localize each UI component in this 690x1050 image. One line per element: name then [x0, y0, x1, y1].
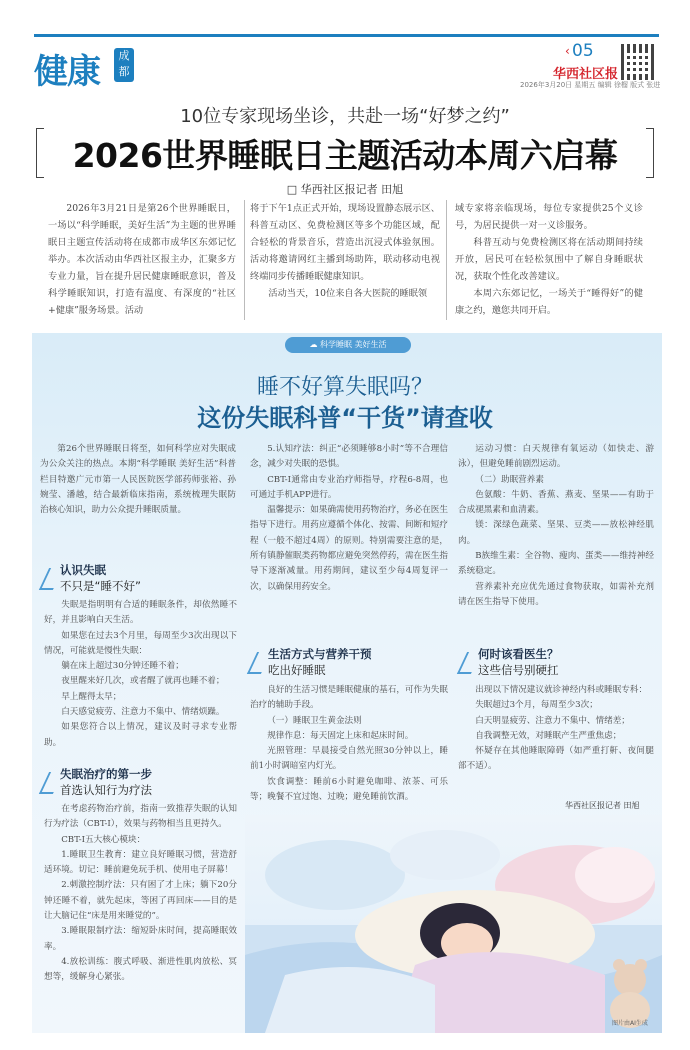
article-col-2 — [250, 200, 440, 302]
paragraph: 活动当天，10位来自各大医院的睡眠领 — [268, 288, 428, 299]
panel-intro — [40, 442, 236, 518]
subheading: 吃出好睡眠 — [268, 663, 326, 677]
paragraph: 光照管理：早晨接受自然光照30分钟以上，睡前1小时调暗室内灯光。 — [250, 746, 448, 772]
heading: 认识失眠 — [60, 563, 106, 577]
article-title: 2026世界睡眠日主题活动本周六启幕 — [72, 136, 618, 175]
paragraph: 早上醒得太早； — [61, 691, 122, 702]
subheading: 首选认知行为疗法 — [60, 783, 152, 797]
paragraph: 温馨提示：如果确需使用药物治疗，务必在医生指导下进行。用药应遵循个体化、按需、间断和短疗程（一般不超过4周）的原则。特别需要注意的是，所有镇静催眠类药物都应避免突然停药，需在医生指导下逐渐减量。用药期间，建议至少每4周复评一次，以确保用药安全。 — [250, 505, 448, 592]
page-number: 05 — [572, 41, 594, 61]
paragraph: 躺在床上超过30分钟还睡不着； — [61, 661, 184, 672]
dateline: 2026年3月20日 星期五 编辑 徐榴 版式 张进 — [520, 81, 661, 89]
panel-ribbon — [285, 337, 411, 353]
illustration-credit: 图片由AI生成 — [612, 1020, 648, 1027]
article-subtitle: 10位专家现场坐诊，共赴一场“好梦之约” — [180, 106, 510, 127]
subheading: 不只是“睡不好” — [60, 579, 141, 593]
paragraph: （一）睡眠卫生黄金法则 — [267, 715, 362, 726]
section-4-text — [458, 683, 654, 775]
paragraph: 2026年3月21日是第26个世界睡眠日，一场以“科学睡眠，美好生活”为主题的世界睡眠日主题宣传活动将在成都市成华区东郊记忆举办。本次活动由华西社区报主办，汇聚多方专业力量，旨在提升居民健康睡眠意识，普及科学睡眠知识，打造有温度、有深度的“社区+健康”服务场景。活动 — [48, 203, 236, 316]
byline-text: 华西社区报记者 田旭 — [300, 183, 404, 196]
paragraph: 如果您符合以上情况，建议及时寻求专业帮助。 — [44, 722, 237, 748]
paragraph: 良好的生活习惯是睡眠健康的基石，可作为失眠治疗的辅助手段。 — [250, 685, 448, 711]
section-1-text — [44, 598, 237, 751]
paragraph: 饮食调整：睡前6小时避免咖啡、浓茶、可乐等；晚餐不宜过饱、过晚；避免睡前饮酒。 — [250, 776, 448, 803]
page-header — [0, 0, 690, 95]
qr-code-icon — [621, 44, 657, 80]
paper-name: 华西社区报 — [553, 67, 619, 82]
section-2-text — [44, 802, 237, 986]
paragraph: 怀疑存在其他睡眠障碍（如严重打鼾、夜间腿部不适）。 — [458, 746, 654, 772]
paragraph: 运动习惯：白天规律有氧运动（如快走、游泳），但避免睡前剧烈运动。 — [458, 444, 654, 470]
heading: 生活方式与营养干预 — [268, 647, 372, 661]
paragraph: 自我调整无效，对睡眠产生严重焦虑； — [475, 730, 622, 741]
paragraph: 将于下午1点正式开始，现场设置静态展示区、科普互动区、免费检测区等多个功能区域，配合轻松的背景音乐，营造出沉浸式体验氛围。活动将邀请网红主播到场助阵，联动移动电视终端同步传播睡眠健康知识。 — [250, 203, 440, 282]
divider — [244, 200, 245, 320]
header-rule — [34, 34, 659, 37]
right-text — [458, 442, 654, 610]
paragraph: B族维生素：全谷物、瘦肉、蛋类——维持神经系统稳定。 — [458, 551, 654, 577]
sleeping-girl-illustration — [245, 815, 662, 1033]
divider — [446, 200, 447, 320]
paragraph: 域专家将亲临现场，每位专家提供25个义诊号，为居民提供一对一义诊服务。 — [455, 203, 643, 231]
heading: 失眠治疗的第一步 — [60, 767, 152, 781]
ribbon-text: 科学睡眠 美好生活 — [320, 340, 387, 349]
paragraph: 白天明显疲劳、注意力不集中、情绪差； — [475, 715, 630, 726]
paragraph: 如果您在过去3个月里，每周至少3次出现以下情况，可能就是慢性失眠： — [44, 630, 237, 656]
paragraph: 在考虑药物治疗前，指南一致推荐失眠的认知行为疗法（CBT-I），效果与药物相当且更持久。 — [44, 804, 237, 830]
paragraph: 失眠是指明明有合适的睡眠条件，却依然睡不好，并且影响白天生活。 — [44, 600, 237, 626]
paragraph: 失眠超过3个月，每周至少3次； — [475, 700, 598, 711]
section-heading-3 — [268, 646, 372, 678]
paragraph: 色氨酸：牛奶、香蕉、燕麦、坚果——有助于合成褪黑素和血清素。 — [458, 489, 654, 516]
paragraph: CBT-I通常由专业治疗师指导，疗程6-8周，也可通过手机APP进行。 — [250, 474, 448, 500]
arrow-icon: ‹ — [565, 44, 570, 58]
paragraph: 白天感觉疲劳、注意力不集中、情绪烦躁。 — [61, 707, 225, 718]
article-byline: □ 华西社区报记者 田旭 — [286, 183, 404, 196]
paragraph: 夜里醒来好几次，或者醒了就再也睡不着； — [61, 676, 225, 687]
paragraph: 第26个世界睡眠日将至，如何科学应对失眠成为公众关注的热点。本期“科学睡眠 美好生活”科普栏目特邀广元市第一人民医院医学部药师张裕、孙婉莹、潘越，结合最新临床指南，系统梳理失眠防治核心知识，助力公众提升睡眠质量。 — [40, 444, 236, 516]
paragraph: 3.睡眠限制疗法：缩短卧床时间，提高睡眠效率。 — [44, 926, 237, 952]
article-col-3 — [455, 200, 643, 319]
section-3-text — [250, 683, 448, 805]
section-badge: 成都 — [114, 48, 134, 82]
paragraph: 出现以下情况建议就诊神经内科或睡眠专科： — [475, 685, 648, 695]
paragraph: 5.认知疗法：纠正“必须睡够8小时”等不合理信念，减少对失眠的恐惧。 — [250, 444, 448, 470]
paragraph: 本周六东郊记忆，一场关于“睡得好”的健康之约，邀您共同开启。 — [455, 288, 643, 316]
panel-title: 睡不好算失眠吗？ — [256, 375, 433, 400]
paragraph: 2.刺激控制疗法：只有困了才上床；躺下20分钟还睡不着，就先起床，等困了再回床——目的是让大脑记住“床是用来睡觉的”。 — [44, 880, 237, 922]
illustration-svg — [245, 815, 662, 1033]
subheading: 这些信号别硬扛 — [478, 663, 559, 677]
heading: 何时该看医生？ — [478, 647, 559, 661]
panel-credit: 华西社区报记者 田旭 — [565, 801, 640, 810]
section-heading-2 — [60, 766, 152, 798]
section-heading-1 — [60, 562, 141, 594]
section-name: 健康 — [34, 52, 100, 92]
section-heading-4 — [478, 646, 559, 678]
paragraph: 1.睡眠卫生教育：建立良好睡眠习惯，营造舒适环境。切记：睡前避免玩手机、使用电子屏幕！ — [44, 849, 237, 876]
cloud-icon: ☁ — [309, 340, 320, 349]
paragraph: 镁：深绿色蔬菜、坚果、豆类——放松神经肌肉。 — [458, 520, 654, 546]
article-col-1 — [48, 200, 236, 319]
paragraph: 营养素补充应优先通过食物获取，如需补充剂请在医生指导下使用。 — [458, 581, 654, 607]
paragraph: 4.放松训练：腹式呼吸、渐进性肌肉放松、冥想等，缓解身心紧张。 — [44, 956, 237, 983]
paragraph: CBT-I五大核心模块： — [61, 834, 146, 845]
paragraph: 科普互动与免费检测区将在活动期间持续开放，居民可在轻松氛围中了解自身睡眠状况，获取个性化改善建议。 — [455, 237, 643, 282]
panel-subtitle: 这份失眠科普“干货”请查收 — [197, 404, 493, 432]
paragraph: （二）助眠营养素 — [475, 474, 544, 485]
paragraph: 规律作息：每天固定上床和起床时间。 — [267, 730, 414, 741]
middle-text — [250, 442, 448, 595]
